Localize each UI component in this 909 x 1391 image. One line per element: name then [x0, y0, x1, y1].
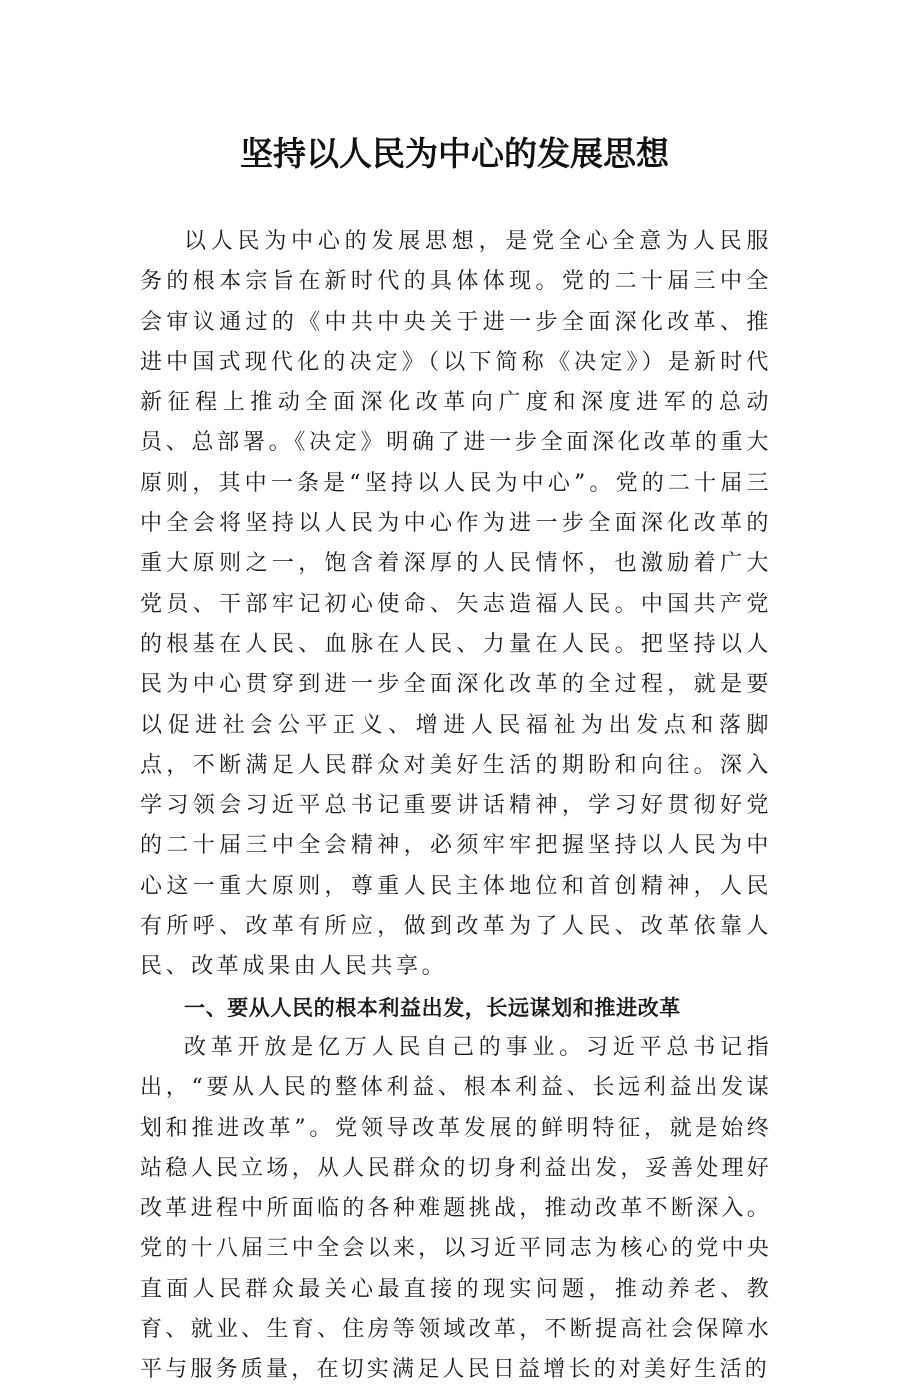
intro-paragraph: 以人民为中心的发展思想，是党全心全意为人民服务的根本宗旨在新时代的具体体现。党的二十届三中全会审议通过的《中共中央关于进一步全面深化改革、推进中国式现代化的决定》（以下简称《决定》）是新时代新征程上推动全面深化改革向广度和深度进军的总动员、总部署。《决定》明确了进一步全面深化改革的重大原则，其中一条是“坚持以人民为中心”。党的二十届三中全会将坚持以人民为中心作为进一步全面深化改革的重大原则之一，饱含着深厚的人民情怀，也激励着广大党员、干部牢记初心使命、矢志造福人民。中国共产党的根基在人民、血脉在人民、力量在人民。把坚持以人民为中心贯穿到进一步全面深化改革的全过程，就是要以促进社会公平正义、增进人民福祉为出发点和落脚点，不断满足人民群众对美好生活的期盼和向往。深入学习领会习近平总书记重要讲话精神，学习好贯彻好党的二十届三中全会精神，必须牢牢把握坚持以人民为中心这一重大原则，尊重人民主体地位和首创精神，人民有所呼、改革有所应，做到改革为了人民、改革依靠人民、改革成果由人民共享。	[140, 229, 772, 980]
document-body	[140, 222, 772, 1391]
section-heading: 一、要从人民的根本利益出发，长远谋划和推进改革	[184, 995, 681, 1020]
section-paragraph: 改革开放是亿万人民自己的事业。习近平总书记指出，“要从人民的整体利益、根本利益、长远利益出发谋划和推进改革”。党领导改革发展的鲜明特征，就是始终站稳人民立场，从人民群众的切身利益出发，妥善处理好改革进程中所面临的各种难题挑战，推动改革不断深入。党的十八届三中全会以来，以习近平同志为核心的党中央直面人民群众最关心最直接的现实问题，推动养老、教育、就业、生育、住房等领域改革，不断提高社会保障水平与服务质量，在切实满足人民日益增长的对美好生活的	[140, 1034, 772, 1383]
document-title: 坚持以人民为中心的发展思想	[240, 134, 669, 173]
